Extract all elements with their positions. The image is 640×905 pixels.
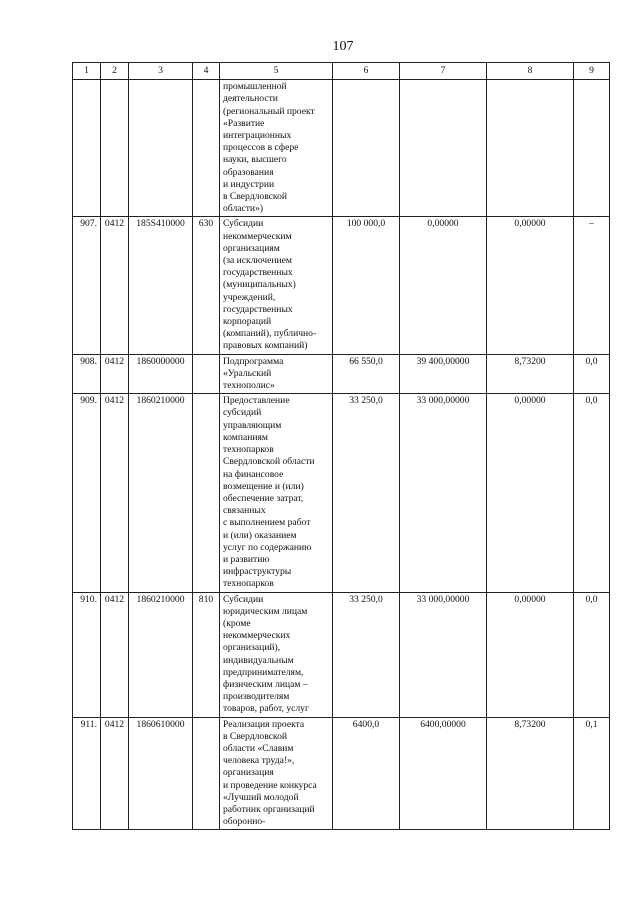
item-name-line: и индустрии: [223, 178, 275, 190]
table-row: [73, 80, 610, 217]
header-cell: 6: [333, 63, 400, 80]
item-name-line: (кроме: [223, 617, 251, 629]
actual-amount-cell: 33 000,00000: [400, 394, 487, 592]
table-row: [73, 592, 610, 717]
item-name-line: производителям: [223, 691, 290, 703]
item-name-line: индивидуальным: [223, 654, 294, 666]
target-code-cell: 1860000000: [129, 354, 193, 394]
row-number-cell: 908.: [73, 354, 101, 394]
item-name-line: предпринимателям,: [223, 666, 304, 678]
item-name-line: Реализация проекта: [223, 718, 305, 730]
actual-amount-cell: [400, 80, 487, 217]
item-name-line: и проведение конкурса: [223, 779, 317, 791]
expense-type-cell: [193, 394, 220, 592]
percent-cell: 0,00000: [487, 217, 574, 354]
item-name-line: товаров, работ, услуг: [223, 703, 309, 715]
section-code-cell: 0412: [101, 217, 129, 354]
item-name-line: работник организаций: [223, 803, 315, 815]
item-name-line: на финансовое: [223, 468, 284, 480]
header-cell: 7: [400, 63, 487, 80]
section-code-cell: 0412: [101, 354, 129, 394]
item-name-line: «Развитие: [223, 117, 265, 129]
item-name-line: промышленной: [223, 81, 287, 93]
budget-table: [72, 62, 610, 830]
header-cell: 3: [129, 63, 193, 80]
item-name-line: правовых компаний): [223, 340, 308, 352]
item-name-line: (муниципальных): [223, 279, 296, 291]
target-code-cell: 1860210000: [129, 394, 193, 592]
item-name-line: юридическим лицам: [223, 605, 308, 617]
actual-amount-cell: 33 000,00000: [400, 592, 487, 717]
item-name-line: государственных: [223, 267, 293, 279]
item-name-line: некоммерческим: [223, 230, 292, 242]
item-name-line: процессов в сфере: [223, 142, 299, 154]
share-cell: [574, 80, 610, 217]
item-name-line: интеграционных: [223, 130, 292, 142]
table-row: [73, 394, 610, 592]
item-name-line: управляющим: [223, 419, 282, 431]
plan-amount-cell: 33 250,0: [333, 592, 400, 717]
item-name-line: инфраструктуры: [223, 566, 292, 578]
header-cell: 5: [220, 63, 333, 80]
row-number-cell: 909.: [73, 394, 101, 592]
percent-cell: 0,00000: [487, 592, 574, 717]
item-name-line: науки, высшего: [223, 154, 287, 166]
item-name-cell: [220, 217, 333, 354]
expense-type-cell: 630: [193, 217, 220, 354]
row-number-cell: [73, 80, 101, 217]
item-name-line: технопарков: [223, 444, 274, 456]
item-name-line: Субсидии: [223, 593, 264, 605]
target-code-cell: 185S410000: [129, 217, 193, 354]
item-name-line: области»): [223, 203, 264, 215]
plan-amount-cell: 100 000,0: [333, 217, 400, 354]
item-name-line: (компаний), публично-: [223, 328, 317, 340]
item-name-line: образования: [223, 166, 274, 178]
item-name-line: (за исключением: [223, 255, 292, 267]
target-code-cell: 1860210000: [129, 592, 193, 717]
expense-type-cell: [193, 80, 220, 217]
header-cell: 2: [101, 63, 129, 80]
item-name-line: физическим лицам –: [223, 678, 308, 690]
table-row: [73, 217, 610, 354]
section-code-cell: 0412: [101, 717, 129, 830]
item-name-line: области «Славим: [223, 742, 294, 754]
item-name-line: человека труда!»,: [223, 755, 295, 767]
table-body: [73, 80, 610, 830]
header-cell: 1: [73, 63, 101, 80]
item-name-line: возмещение и (или): [223, 480, 304, 492]
item-name-cell: [220, 592, 333, 717]
item-name-cell: [220, 80, 333, 217]
plan-amount-cell: 66 550,0: [333, 354, 400, 394]
row-number-cell: 907.: [73, 217, 101, 354]
actual-amount-cell: 39 400,00000: [400, 354, 487, 394]
item-name-line: с выполнением работ: [223, 517, 311, 529]
share-cell: 0,0: [574, 592, 610, 717]
item-name-line: услуг по содержанию: [223, 541, 312, 553]
item-name-line: «Уральский: [223, 367, 272, 379]
item-name-line: (региональный проект: [223, 105, 315, 117]
plan-amount-cell: [333, 80, 400, 217]
item-name-line: технополис»: [223, 380, 275, 392]
section-code-cell: 0412: [101, 394, 129, 592]
item-name-line: и (или) оказанием: [223, 529, 297, 541]
percent-cell: [487, 80, 574, 217]
item-name-line: некоммерческих: [223, 630, 291, 642]
plan-amount-cell: 33 250,0: [333, 394, 400, 592]
section-code-cell: 0412: [101, 592, 129, 717]
item-name-line: обеспечение затрат,: [223, 492, 304, 504]
item-name-cell: [220, 354, 333, 394]
header-cell: 9: [574, 63, 610, 80]
item-name-cell: [220, 717, 333, 830]
item-name-line: Свердловской области: [223, 456, 315, 468]
item-name-line: корпораций: [223, 316, 272, 328]
share-cell: –: [574, 217, 610, 354]
row-number-cell: 911.: [73, 717, 101, 830]
target-code-cell: 1860610000: [129, 717, 193, 830]
actual-amount-cell: 6400,00000: [400, 717, 487, 830]
item-name-line: Субсидии: [223, 218, 264, 230]
share-cell: 0,1: [574, 717, 610, 830]
item-name-line: государственных: [223, 303, 293, 315]
item-name-line: технопарков: [223, 578, 274, 590]
plan-amount-cell: 6400,0: [333, 717, 400, 830]
item-name-line: Подпрограмма: [223, 355, 284, 367]
item-name-line: в Свердловской: [223, 191, 288, 203]
percent-cell: 0,00000: [487, 394, 574, 592]
item-name-line: Предоставление: [223, 395, 290, 407]
item-name-line: оборонно-: [223, 816, 266, 828]
percent-cell: 8,73200: [487, 717, 574, 830]
item-name-line: организация: [223, 767, 274, 779]
item-name-line: организациям: [223, 242, 280, 254]
item-name-line: связанных: [223, 505, 266, 517]
share-cell: 0,0: [574, 354, 610, 394]
table-row: [73, 717, 610, 830]
share-cell: 0,0: [574, 394, 610, 592]
expense-type-cell: [193, 354, 220, 394]
expense-type-cell: 810: [193, 592, 220, 717]
percent-cell: 8,73200: [487, 354, 574, 394]
page-number: 107: [332, 39, 354, 54]
item-name-line: субсидий: [223, 407, 262, 419]
item-name-line: и развитию: [223, 553, 270, 565]
item-name-cell: [220, 394, 333, 592]
target-code-cell: [129, 80, 193, 217]
header-row: [73, 63, 610, 80]
actual-amount-cell: 0,00000: [400, 217, 487, 354]
item-name-line: в Свердловской: [223, 730, 288, 742]
item-name-line: деятельности: [223, 93, 278, 105]
table-row: [73, 354, 610, 394]
header-cell: 8: [487, 63, 574, 80]
item-name-line: «Лучший молодой: [223, 791, 299, 803]
row-number-cell: 910.: [73, 592, 101, 717]
item-name-line: компаниям: [223, 431, 269, 443]
section-code-cell: [101, 80, 129, 217]
expense-type-cell: [193, 717, 220, 830]
header-cell: 4: [193, 63, 220, 80]
item-name-line: организаций),: [223, 642, 281, 654]
item-name-line: учреждений,: [223, 291, 276, 303]
